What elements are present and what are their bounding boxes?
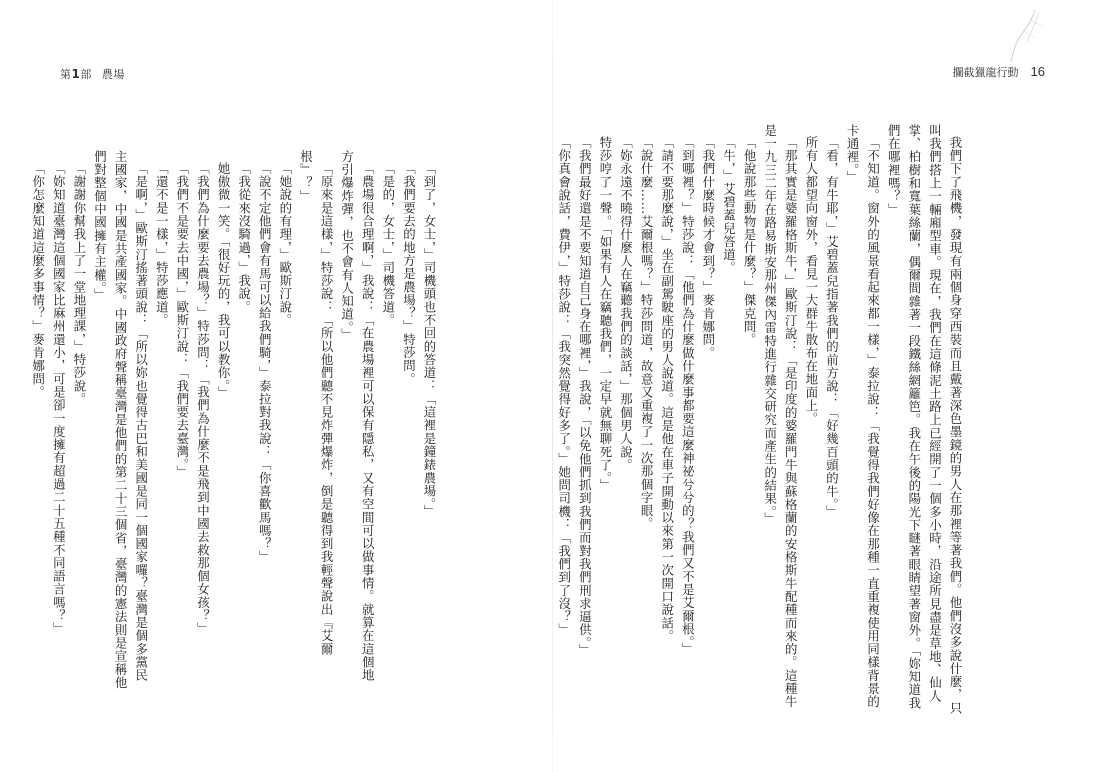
part-title: 農場 [101, 68, 125, 81]
paragraph: 「我從來沒騎過，」我說。 [236, 162, 252, 314]
dragon-sketch-icon [1005, 8, 1049, 66]
paragraph: 「看，有牛耶，」艾碧蓋兒指著我們的前方說：「好幾百頭的牛。」 [824, 136, 840, 519]
paragraph: 「原來是這樣，」特莎說：「所以他們聽不見炸彈爆炸，倒是聽得到我輕聲說出『艾爾根』？」 [298, 150, 335, 656]
paragraph: 「到了，女士，」司機頭也不回的答道：「這裡是鐘錶農場。」 [422, 162, 437, 519]
paragraph: 「我們不是要去中國，」歐斯汀說：「我們要去臺灣。」 [174, 162, 190, 479]
part-number: 1 [71, 67, 81, 81]
paragraph: 「我們為什麼要去農場？」特莎問：「我們為什麼不是飛到中國去救那個女孩？」 [195, 162, 211, 636]
paragraph: 她傲微一笑。「很好玩的，我可以教你。」 [216, 162, 232, 400]
right-page-text [550, 124, 965, 720]
paragraph: 「我們什麼時候才會到？」麥肯娜問。 [700, 136, 716, 360]
left-running-header [60, 66, 125, 82]
paragraph: 「是的，女士，」司機答道。 [380, 162, 396, 328]
right-running-header [953, 64, 1045, 80]
page-number: 16 [1030, 64, 1045, 79]
paragraph: 「不知道。窗外的風景看起來都一樣，」泰拉說：「我覺得我們好像在那種一直重複使用同樣背景的卡通裡。」 [845, 124, 881, 709]
paragraph: 「請不要那麼說，」坐在副駕駛座的男人說道。這是他在車子開動以來第一次開口說話。 [659, 136, 675, 644]
paragraph: 所有人都望向窗外，看見一大群牛散布在地面上。 [803, 136, 819, 426]
paragraph: 「他說那些動物是什麼？」傑克問。 [742, 136, 758, 347]
paragraph: 「說什麼……艾爾根嗎？」特莎問道，故意又重複了一次那個字眼。 [639, 136, 655, 531]
paragraph: 「你怎麼知道這麼多事情？」麥肯娜問。 [30, 162, 46, 400]
paragraph: 「那其實是婆羅格斯牛，」歐斯汀說：「是印度的婆羅門牛與蘇格蘭的安格斯牛配種而來的。這種牛是一九三二年在路易斯安那州傑內雷特進行雜交研究而產生的結果。」 [762, 124, 799, 709]
paragraph: 「她說的有理，」歐斯汀說。 [277, 162, 293, 328]
paragraph: 特莎哼了一聲。「如果有人在竊聽我們，一定早就無聊死了。」 [597, 136, 613, 493]
paragraph: 「我們最好還是不要知道自己身在哪裡，」我說，「以免他們抓到我們而對我們刑求逼供。」 [577, 136, 593, 657]
left-page-text [25, 150, 439, 695]
paragraph: 「還不是一樣，」特莎應道。 [154, 162, 170, 328]
paragraph: 「說不定他們會有馬可以給我們騎，」泰拉對我說：「你喜歡馬嗎？」 [257, 162, 273, 564]
paragraph: 「妳永遠不曉得什麼人在竊聽我們的談話，」那個男人說。 [618, 136, 634, 473]
book-title: 攔截獵龍行動 [952, 66, 1019, 79]
paragraph: 「牛，」艾碧蓋兒答道。 [721, 136, 737, 275]
paragraph: 「你真會說話，費伊，」特莎說：「我突然覺得好多了。」她問司機：「我們到了沒？」 [556, 136, 572, 637]
part-prefix: 第 [60, 68, 72, 81]
paragraph: 我們下了飛機，發現有兩個身穿西裝而且戴著深色墨鏡的男人在那裡等著我們。他們沒多說什麼，只叫我們搭上一輛廂型車。現在，我們在這條泥土路上已經開了一個多小時，沿途所見盡是草地、仙人掌、柏樹和寬葉絲蘭，偶爾間雜著一段鐵絲網籬笆。我在午後的陽光下瞇著眼睛望著窗外。「妳知道我們在哪裡嗎？」 [886, 124, 963, 715]
paragraph: 「我們要去的地方是農場？」特莎問。 [401, 162, 417, 386]
paragraph: 「農場很合理啊，」我說：「在農場裡可以保有隱私，又有空間可以做事情。就算在這個地方引爆炸彈，也不會有人知道。」 [339, 150, 376, 683]
paragraph: 「謝謝你幫我上了一堂地理課，」特莎說。 [71, 162, 87, 407]
paragraph: 「妳知道臺灣這個國家比麻州還小，可是卻一度擁有超過二十五種不同語言嗎？」 [51, 162, 67, 636]
part-suffix: 部 [80, 68, 92, 81]
paragraph: 「是啊，」歐斯汀搖著頭說：「所以妳也覺得古巴和美國是同一個國家囉？臺灣是個多黨民主國家，中國是共產國家。中國政府聲稱臺灣是他們的第二十三個省，臺灣的憲法則是宣稱他們對整個中國擁有主權。」 [92, 150, 149, 690]
paragraph: 「到哪裡？」特莎說：「他們為什麼做什麼事都要這麼神祕兮兮的？我們又不是艾爾根。」 [680, 136, 696, 657]
